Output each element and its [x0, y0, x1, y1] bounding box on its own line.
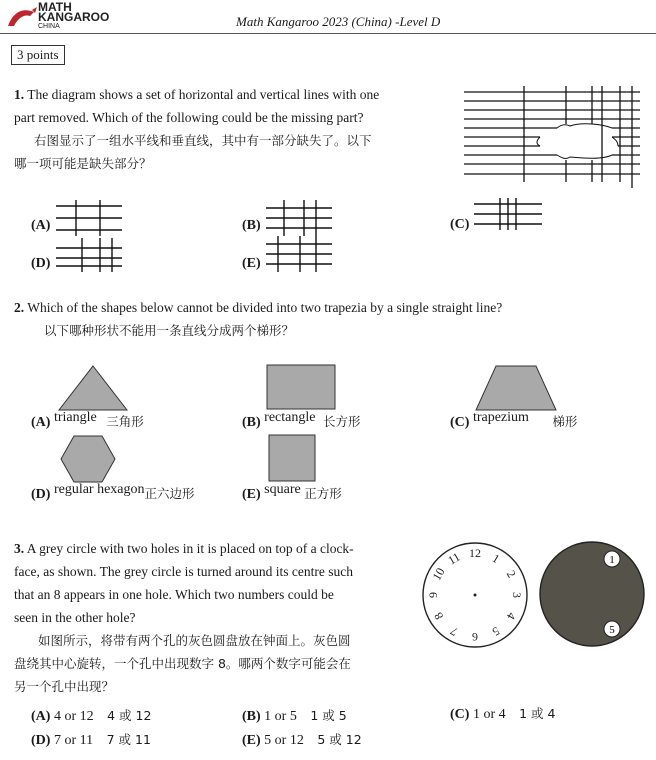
q1-option-e-label[interactable]: (E)	[242, 256, 261, 271]
clock-number: 11	[445, 549, 463, 568]
q1-option-c-label[interactable]: (C)	[450, 217, 470, 232]
q2-option-b[interactable]: (B) rectangle 长方形	[242, 410, 361, 430]
clock-number: 5	[489, 623, 503, 639]
triangle-shape	[57, 364, 129, 412]
clock-number: 3	[510, 592, 524, 598]
q3-option-e[interactable]: (E) 5 or 12 5 或 12	[242, 732, 362, 748]
q1-option-d-figure[interactable]	[54, 238, 124, 272]
q3-cn-3: 另一个孔中出现？	[14, 679, 115, 694]
q3-option-c[interactable]: (C) 1 or 4 1 或 4	[450, 706, 556, 722]
q2-option-c[interactable]: (C) trapezium 梯形	[450, 410, 578, 430]
clock-number: 7	[447, 623, 461, 639]
q1-cn-1: 右图显示了一组水平线和垂直线，其中有一部分缺失了。以下	[34, 133, 372, 148]
q3-option-a[interactable]: (A) 4 or 12 4 或 12	[31, 708, 152, 724]
disc-hole-2-number: 5	[609, 624, 615, 636]
rectangle-shape	[266, 364, 336, 410]
q3-cn-2: 盘绕其中心旋转，一个孔中出现数字 8。哪两个数字可能会在	[14, 656, 351, 671]
clock-number: 4	[503, 609, 519, 623]
clock-number: 2	[503, 567, 519, 581]
q1-number: 1.	[14, 87, 25, 102]
q1-option-d-label[interactable]: (D)	[31, 256, 51, 271]
q3-cn-1: 如图所示，将带有两个孔的灰色圆盘放在钟面上。灰色圆	[38, 633, 351, 648]
q1-option-c-figure[interactable]	[472, 198, 544, 232]
clock-number: 8	[431, 609, 447, 623]
q3-text	[14, 537, 414, 698]
kangaroo-logo-icon	[4, 4, 40, 30]
q2-cn: 以下哪种形状不能用一条直线分成两个梯形？	[44, 323, 295, 338]
square-shape	[268, 434, 316, 482]
q3-option-b[interactable]: (B) 1 or 5 1 或 5	[242, 708, 347, 724]
clock-number: 9	[426, 592, 440, 598]
q3-en-1: A grey circle with two holes in it is placed on top of a clock-	[26, 541, 354, 556]
points-badge: 3 points	[11, 45, 65, 65]
q2-en: Which of the shapes below cannot be divided into two trapezia by a single straight line?	[27, 300, 503, 315]
q1-option-a-label[interactable]: (A)	[31, 218, 51, 233]
q1-grid-diagram	[462, 84, 642, 190]
hexagon-shape	[60, 434, 116, 484]
q3-en-4: seen in the other hole?	[14, 610, 136, 625]
grey-disc	[538, 540, 646, 648]
q2-option-d[interactable]: (D) regular hexagon正六边形	[31, 482, 195, 502]
header-divider	[0, 33, 656, 34]
logo	[4, 2, 114, 32]
trapezium-shape	[474, 364, 558, 412]
disc-hole-1-number: 1	[609, 554, 615, 566]
q3-option-d[interactable]: (D) 7 or 11 7 或 11	[31, 732, 151, 748]
q1-option-b-label[interactable]: (B)	[242, 218, 261, 233]
logo-line1: MATH	[38, 0, 72, 14]
q3-en-3: that an 8 appears in one hole. Which two numbers could be	[14, 587, 334, 602]
q2-option-e[interactable]: (E) square 正方形	[242, 482, 342, 502]
q2-text	[14, 296, 644, 342]
clock-number: 6	[472, 630, 478, 644]
logo-line3: CHINA	[38, 23, 60, 30]
q1-option-e-figure[interactable]	[264, 236, 334, 272]
q1-text	[14, 83, 454, 175]
q1-cn-2: 哪一项可能是缺失部分？	[14, 156, 152, 171]
q1-option-a-figure[interactable]	[54, 200, 124, 236]
q1-en-2: part removed. Which of the following could be the missing part?	[14, 110, 364, 125]
clock-number: 1	[489, 551, 503, 567]
logo-line2: KANGAROO	[38, 10, 110, 24]
q2-option-a[interactable]: (A) triangle 三角形	[31, 410, 144, 430]
q1-option-b-figure[interactable]	[264, 200, 334, 236]
q2-number: 2.	[14, 300, 25, 315]
clock-face	[420, 540, 530, 650]
q3-number: 3.	[14, 541, 25, 556]
clock-number: 10	[429, 565, 448, 583]
clock-number: 12	[469, 546, 481, 560]
q1-en-1: The diagram shows a set of horizontal and vertical lines with one	[27, 87, 380, 102]
page-title: Math Kangaroo 2023 (China) -Level D	[236, 14, 441, 29]
q3-en-2: face, as shown. The grey circle is turned around its centre such	[14, 564, 354, 579]
